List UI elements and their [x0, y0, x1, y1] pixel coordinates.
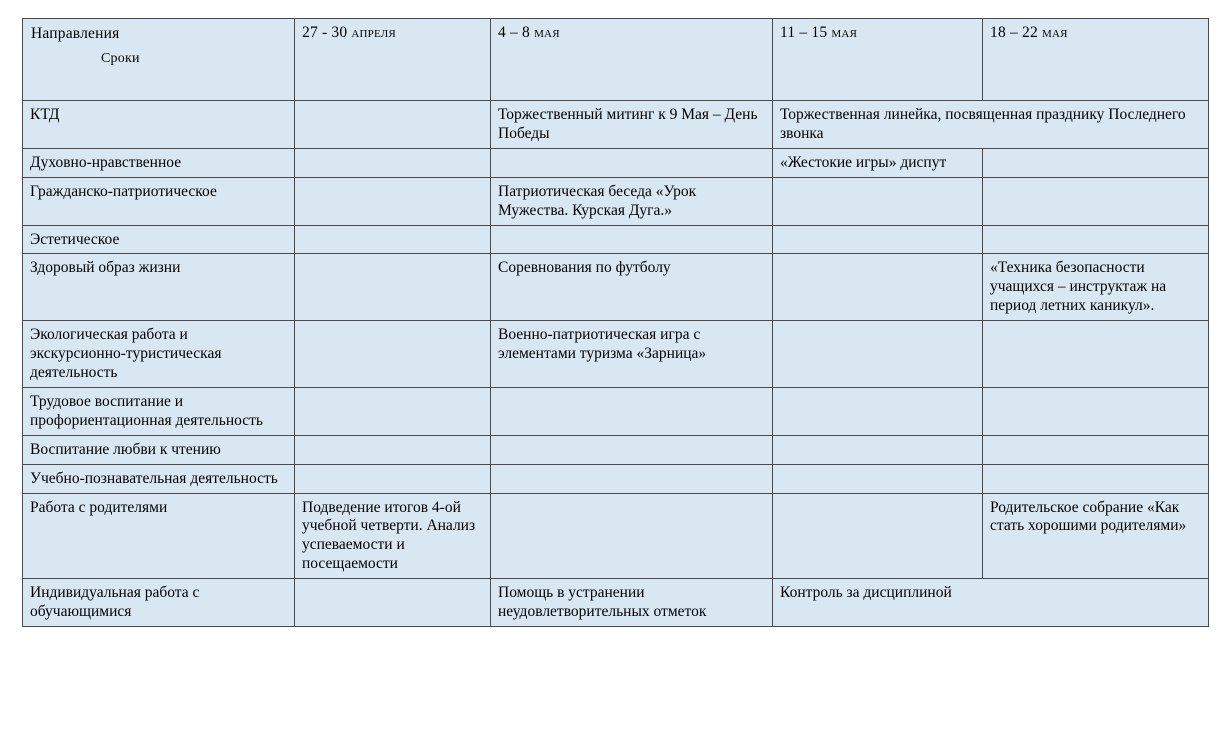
direction-cell: Гражданско-патриотическое — [23, 177, 295, 225]
activity-cell — [983, 321, 1209, 388]
direction-cell: Работа с родителями — [23, 493, 295, 579]
table-row — [23, 435, 1209, 464]
header-col-3: 11 – 15 мая — [773, 19, 983, 101]
plan-table — [22, 18, 1209, 627]
direction-cell: Индивидуальная работа с обучающимися — [23, 579, 295, 627]
activity-cell: «Техника безопасности учащихся – инструктаж на период летних каникул». — [983, 254, 1209, 321]
direction-cell: КТД — [23, 101, 295, 149]
activity-cell — [983, 148, 1209, 177]
header-col-2: 4 – 8 мая — [491, 19, 773, 101]
activity-cell — [773, 225, 983, 254]
table-row — [23, 254, 1209, 321]
activity-cell — [773, 321, 983, 388]
direction-cell: Учебно-познавательная деятельность — [23, 464, 295, 493]
table-row — [23, 579, 1209, 627]
activity-cell — [491, 493, 773, 579]
activity-cell — [983, 464, 1209, 493]
activity-cell — [295, 225, 491, 254]
header-dates-label: Сроки — [101, 51, 140, 66]
direction-cell: Воспитание любви к чтению — [23, 435, 295, 464]
table-row — [23, 101, 1209, 149]
table-row — [23, 177, 1209, 225]
activity-cell — [295, 321, 491, 388]
activity-cell — [773, 464, 983, 493]
table-row — [23, 387, 1209, 435]
activity-cell — [983, 225, 1209, 254]
activity-cell: Торжественный митинг к 9 Мая – День Победы — [491, 101, 773, 149]
activity-cell — [295, 579, 491, 627]
activity-cell — [773, 493, 983, 579]
activity-cell: «Жестокие игры» диспут — [773, 148, 983, 177]
table-row — [23, 148, 1209, 177]
activity-cell — [295, 148, 491, 177]
activity-cell — [983, 435, 1209, 464]
activity-cell — [295, 177, 491, 225]
activity-cell: Соревнования по футболу — [491, 254, 773, 321]
header-col-4: 18 – 22 мая — [983, 19, 1209, 101]
table-row — [23, 225, 1209, 254]
activity-cell — [491, 387, 773, 435]
activity-cell: Патриотическая беседа «Урок Мужества. Курская Дуга.» — [491, 177, 773, 225]
activity-cell — [983, 177, 1209, 225]
direction-cell: Трудовое воспитание и профориентационная деятельность — [23, 387, 295, 435]
activity-cell — [773, 435, 983, 464]
activity-cell — [773, 387, 983, 435]
activity-cell: Контроль за дисциплиной — [773, 579, 1209, 627]
direction-cell: Экологическая работа и экскурсионно-туристическая деятельность — [23, 321, 295, 388]
direction-cell: Духовно-нравственное — [23, 148, 295, 177]
activity-cell — [491, 464, 773, 493]
header-row — [23, 19, 1209, 101]
table-row — [23, 493, 1209, 579]
activity-cell — [295, 435, 491, 464]
activity-cell — [491, 225, 773, 254]
activity-cell: Военно-патриотическая игра с элементами туризма «Зарница» — [491, 321, 773, 388]
activity-cell — [295, 254, 491, 321]
activity-cell — [491, 435, 773, 464]
header-directions-label: Направления — [31, 25, 120, 42]
activity-cell: Родительское собрание «Как стать хорошими родителями» — [983, 493, 1209, 579]
activity-cell: Подведение итогов 4-ой учебной четверти. Анализ успеваемости и посещаемости — [295, 493, 491, 579]
direction-cell: Эстетическое — [23, 225, 295, 254]
activity-cell — [295, 464, 491, 493]
header-col-1: 27 - 30 апреля — [295, 19, 491, 101]
activity-cell — [491, 148, 773, 177]
table-row — [23, 321, 1209, 388]
table-header — [23, 19, 1209, 101]
header-corner-cell — [23, 19, 295, 101]
table-body — [23, 101, 1209, 627]
activity-cell — [295, 101, 491, 149]
activity-cell — [983, 387, 1209, 435]
direction-cell: Здоровый образ жизни — [23, 254, 295, 321]
activity-cell: Помощь в устранении неудовлетворительных отметок — [491, 579, 773, 627]
activity-cell — [773, 254, 983, 321]
activity-cell — [295, 387, 491, 435]
activity-cell: Торжественная линейка, посвященная празднику Последнего звонка — [773, 101, 1209, 149]
table-row — [23, 464, 1209, 493]
activity-cell — [773, 177, 983, 225]
